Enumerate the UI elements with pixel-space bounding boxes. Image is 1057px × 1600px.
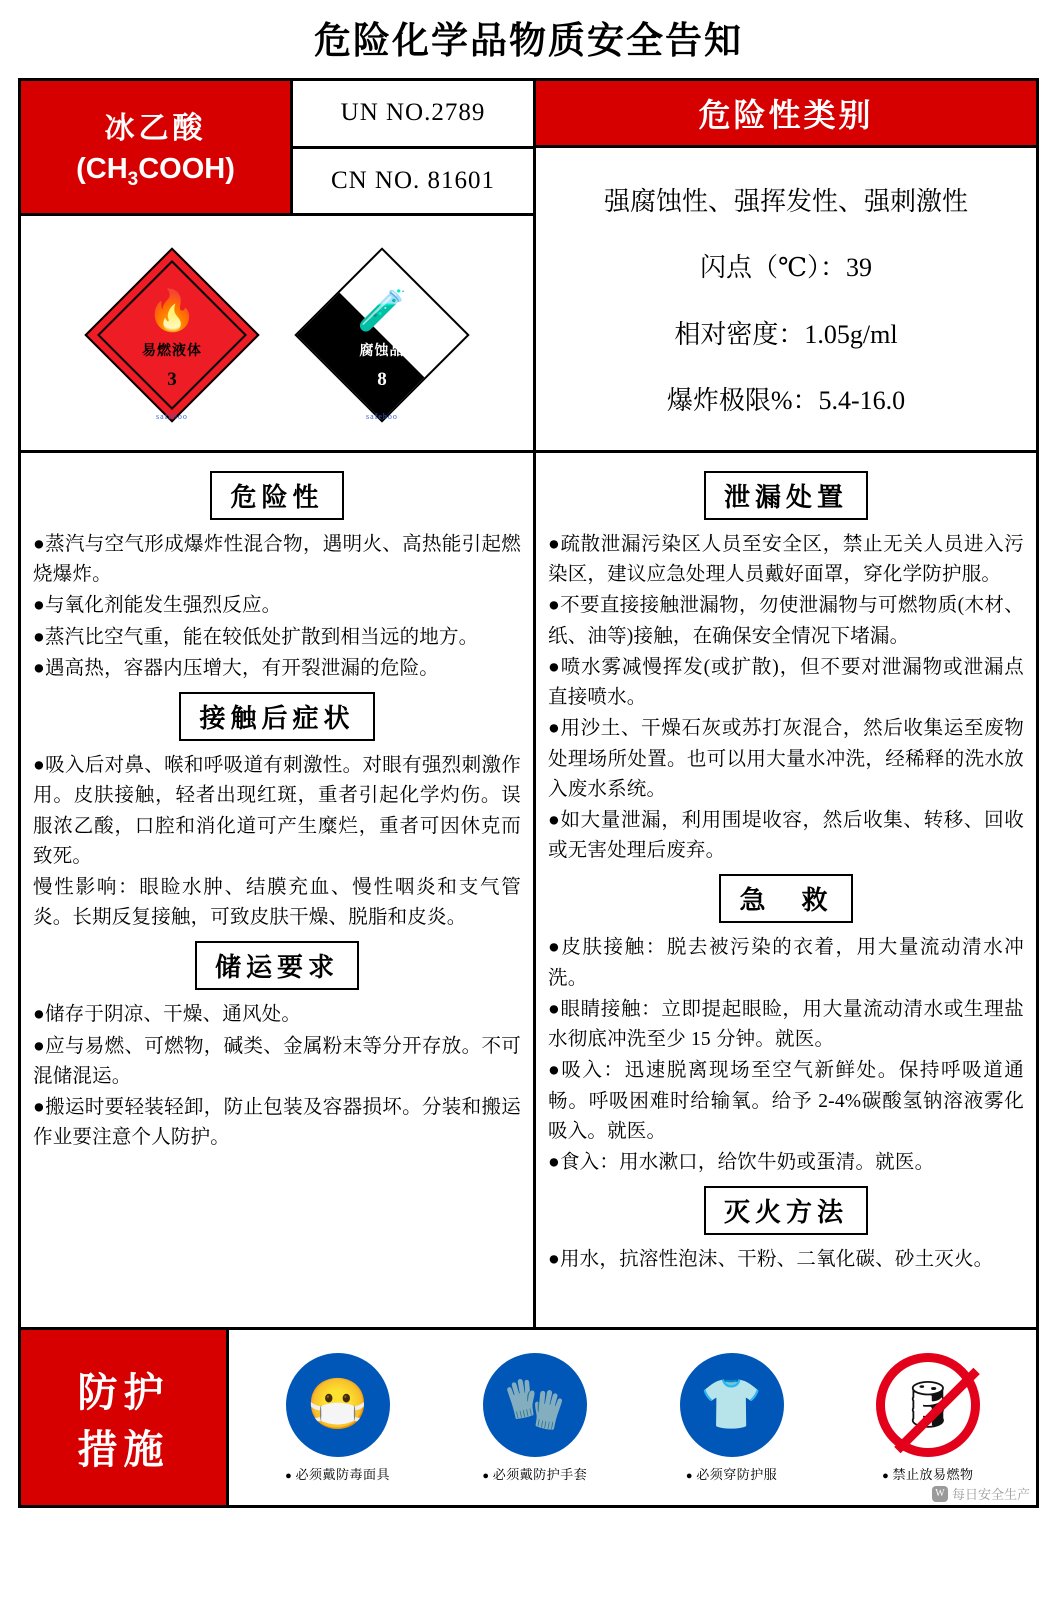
leak-item: ●用沙土、干燥石灰或苏打灰混合，然后收集运至废物处理场所处置。也可以用大量水冲洗，经稀释的洗水放入废水系统。 xyxy=(548,718,1024,800)
chemical-name-cell xyxy=(21,81,293,213)
corrosive-watermark: safehoo xyxy=(366,412,398,421)
hazard-line: 强腐蚀性、强挥发性、强刺激性 xyxy=(603,187,968,217)
firstaid-item: ●皮肤接触：脱去被污染的衣着，用大量流动清水冲洗。 xyxy=(548,937,1024,989)
wechat-icon: W xyxy=(932,1486,948,1502)
storage-item: ●搬运时要轻装轻卸，防止包装及容器损坏。分装和搬运作业要注意个人防护。 xyxy=(33,1097,521,1149)
un-number: UN NO.2789 xyxy=(293,81,533,149)
protection-caption: ● 必须戴防护手套 xyxy=(482,1464,587,1483)
protection-item xyxy=(680,1353,784,1483)
gas-mask-icon: 😷 xyxy=(286,1353,390,1457)
protection-item xyxy=(876,1353,980,1483)
corrosive-label: 腐蚀品 xyxy=(359,344,405,359)
fire-item: ●用水，抗溶性泡沫、干粉、二氧化碳、砂土灭火。 xyxy=(548,1249,994,1271)
danger-item: ●蒸汽与空气形成爆炸性混合物，遇明火、高热能引起燃烧爆炸。 xyxy=(33,534,521,586)
flammable-label: 易燃液体 xyxy=(142,344,202,359)
protection-caption: ● 禁止放易燃物 xyxy=(882,1464,973,1483)
protection-caption: ● 必须戴防毒面具 xyxy=(285,1464,390,1483)
firstaid-item: ●吸入：迅速脱离现场至空气新鲜处。保持呼吸道通畅。呼吸困难时给输氧。给予 2-4%碳酸氢钠溶液雾化吸入。就医。 xyxy=(548,1060,1024,1142)
top-block xyxy=(21,81,1036,453)
chemical-name-cn: 冰乙酸 xyxy=(104,112,207,146)
flammable-liquid-pictogram xyxy=(84,247,260,423)
corrosive-class-number: 8 xyxy=(377,369,387,390)
hazard-properties xyxy=(536,148,1036,450)
leak-item: ●喷水雾减慢挥发(或扩散)，但不要对泄漏物或泄漏点直接喷水。 xyxy=(548,656,1024,709)
protection-label xyxy=(21,1330,229,1505)
page-title: 危险化学品物质安全告知 xyxy=(314,20,743,61)
watermark-text: 每日安全生产 xyxy=(951,1487,1030,1502)
placard-frame xyxy=(18,78,1039,1508)
protection-label-line1: 防护 xyxy=(77,1370,170,1415)
symptoms-item: 慢性影响：眼睑水肿、结膜充血、慢性咽炎和支气管炎。长期反复接触，可致皮肤干燥、脱脂和皮炎。 xyxy=(33,876,521,929)
section-title-firstaid: 急 救 xyxy=(719,874,852,923)
pictogram-row xyxy=(21,216,533,450)
hazard-line: 相对密度：1.05g/ml xyxy=(674,319,898,349)
name-row xyxy=(21,81,533,216)
hazard-line: 爆炸极限%：5.4-16.0 xyxy=(666,385,906,415)
flame-icon xyxy=(84,247,259,422)
protection-caption: ● 必须穿防护服 xyxy=(686,1464,777,1483)
section-title-danger: 危险性 xyxy=(210,471,343,520)
left-column xyxy=(21,453,536,1327)
storage-item: ●储存于阴凉、干燥、通风处。 xyxy=(33,1004,302,1026)
section-title-storage: 储运要求 xyxy=(195,941,359,990)
right-column xyxy=(536,453,1036,1327)
gloves-icon: 🧤 xyxy=(483,1353,587,1457)
chemical-formula: $(CH_3COOH)$ xyxy=(76,153,235,190)
cn-number: CN NO. 81601 xyxy=(330,166,496,194)
corrosion-icon xyxy=(294,247,469,422)
protection-label-line2: 措施 xyxy=(77,1427,170,1472)
flammable-watermark: safehoo xyxy=(156,412,188,421)
section-title-fire: 灭火方法 xyxy=(704,1186,868,1235)
firstaid-item: ●食入：用水漱口，给饮牛奶或蛋清。就医。 xyxy=(548,1151,935,1173)
danger-item: ●蒸汽比空气重，能在较低处扩散到相当远的地方。 xyxy=(33,626,479,648)
protection-item xyxy=(482,1353,587,1483)
danger-item: ●遇高热，容器内压增大，有开裂泄漏的危险。 xyxy=(33,657,439,679)
section-title-symptoms: 接触后症状 xyxy=(179,692,374,741)
hazard-line: 闪点（℃）：39 xyxy=(699,253,873,283)
firstaid-item: ●眼睛接触：立即提起眼睑，用大量流动清水或生理盐水彻底冲洗至少 15 分钟。就医。 xyxy=(548,998,1024,1051)
danger-item: ●与氧化剂能发生强烈反应。 xyxy=(33,595,282,617)
protection-icons xyxy=(229,1330,1036,1505)
hazard-header: 危险性类别 xyxy=(536,81,1036,148)
leak-item: ●如大量泄漏，利用围堤收容，然后收集、转移、回收或无害处理后废弃。 xyxy=(548,809,1024,862)
hazard-panel xyxy=(536,81,1036,450)
watermark-credit xyxy=(932,1484,1030,1503)
identity-panel xyxy=(21,81,536,450)
protection-block xyxy=(21,1330,1036,1505)
flammable-class-number: 3 xyxy=(167,369,177,390)
protection-item xyxy=(285,1353,390,1483)
storage-item: ●应与易燃、可燃物，碱类、金属粉末等分开存放。不可混储混运。 xyxy=(33,1035,521,1087)
flame-glyph: 🔥 xyxy=(147,288,197,333)
corrosive-pictogram xyxy=(294,247,470,423)
leak-item: ●不要直接接触泄漏物，勿使泄漏物与可燃物质(木材、纸、油等)接触，在确保安全情况下堵漏。 xyxy=(548,595,1024,647)
corrosion-glyph: 🧪 xyxy=(357,288,407,333)
id-numbers xyxy=(293,81,533,213)
leak-item: ●疏散泄漏污染区人员至安全区，禁止无关人员进入污染区，建议应急处理人员戴好面罩，穿化学防护服。 xyxy=(548,534,1024,586)
content-columns xyxy=(21,453,1036,1330)
section-title-leak: 泄漏处置 xyxy=(704,471,868,520)
symptoms-item: ●吸入后对鼻、喉和呼吸道有刺激性。对眼有强烈刺激作用。皮肤接触，轻者出现红斑，重者引起化学灼伤。误服浓乙酸，口腔和消化道可产生糜烂，重者可因休克而致死。 xyxy=(33,755,521,867)
protective-suit-icon: 👕 xyxy=(680,1353,784,1457)
no-flammables-icon: 🛢 xyxy=(876,1353,980,1457)
